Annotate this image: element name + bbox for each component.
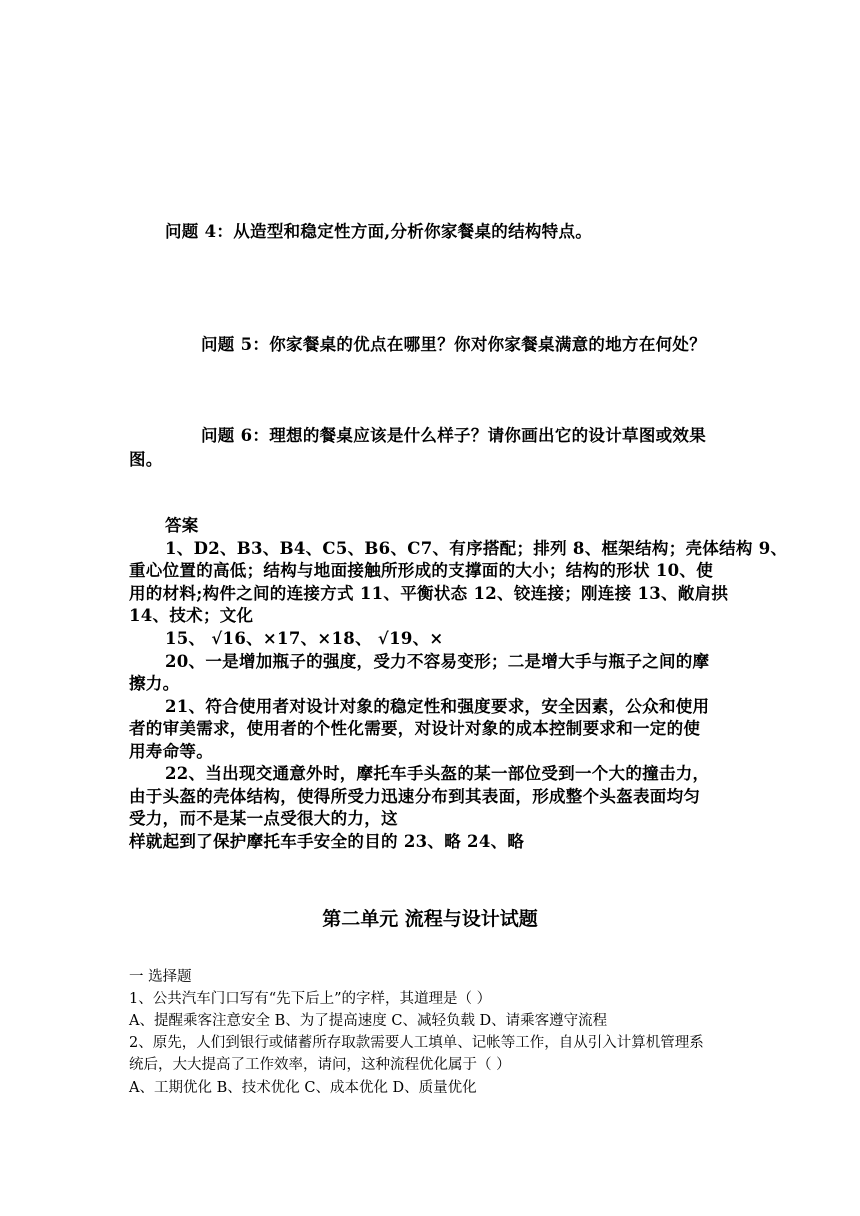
question-line: 1、公共汽车门口写有“先下后上”的字样，其道理是（ ） (129, 991, 492, 1007)
answers-heading: 答案 (165, 516, 199, 535)
question-line: 统后，大大提高了工作效率，请问，这种流程优化属于（ ） (129, 1057, 511, 1073)
question-4: 问题 4：从造型和稳定性方面,分析你家餐桌的结构特点。 (165, 222, 593, 241)
answer-line: 擦力。 (129, 674, 180, 693)
answer-line: 由于头盔的壳体结构，使得所受力迅速分布到其表面，形成整个头盔表面均匀 (129, 787, 701, 806)
question-5: 问题 5：你家餐桌的优点在哪里？你对你家餐桌满意的地方在何处？ (201, 335, 707, 354)
answer-line: 14、技术；文化 (129, 606, 254, 625)
answer-line: 者的审美需求，使用者的个性化需要，对设计对象的成本控制要求和一定的使 (129, 719, 701, 738)
answer-line: 用的材料;构件之间的连接方式 11、平衡状态 12、铰连接；刚连接 13、敞肩拱 (129, 584, 729, 603)
unit-title: 第二单元 流程与设计试题 (322, 908, 538, 930)
answer-line: 20、一是增加瓶子的强度，受力不容易变形；二是增大手与瓶子之间的摩 (165, 652, 710, 671)
answer-line: 21、符合使用者对设计对象的稳定性和强度要求，安全因素，公众和使用 (165, 697, 710, 716)
question-6-line-1: 问题 6：理想的餐桌应该是什么样子？请你画出它的设计草图或效果 (201, 426, 707, 445)
answer-line: 样就起到了保护摩托车手安全的目的 23、略 24、略 (129, 832, 525, 851)
option-line: A、提醒乘客注意安全 B、为了提高速度 C、减轻负载 D、请乘客遵守流程 (129, 1013, 608, 1029)
answer-line: 受力，而不是某一点受很大的力，这 (129, 809, 398, 828)
answer-line: 1、D2、B3、B4、C5、B6、C7、有序搭配；排列 8、框架结构；壳体结构 9、 (165, 539, 788, 558)
option-line: A、工期优化 B、技术优化 C、成本优化 D、质量优化 (129, 1080, 477, 1096)
answer-line: 用寿命等。 (129, 742, 213, 761)
question-line: 2、原先，人们到银行或储蓄所存取款需要人工填单、记帐等工作，自从引入计算机管理系 (129, 1035, 704, 1051)
question-6-line-2: 图。 (129, 450, 163, 469)
answer-line: 重心位置的高低；结构与地面接触所形成的支撑面的大小；结构的形状 10、使 (129, 561, 714, 580)
section-heading: 一 选择题 (129, 969, 192, 985)
answer-line: 22、当出现交通意外时，摩托车手头盔的某一部位受到一个大的撞击力， (165, 764, 710, 783)
answer-line: 15、 √16、×17、×18、 √19、× (165, 629, 444, 648)
